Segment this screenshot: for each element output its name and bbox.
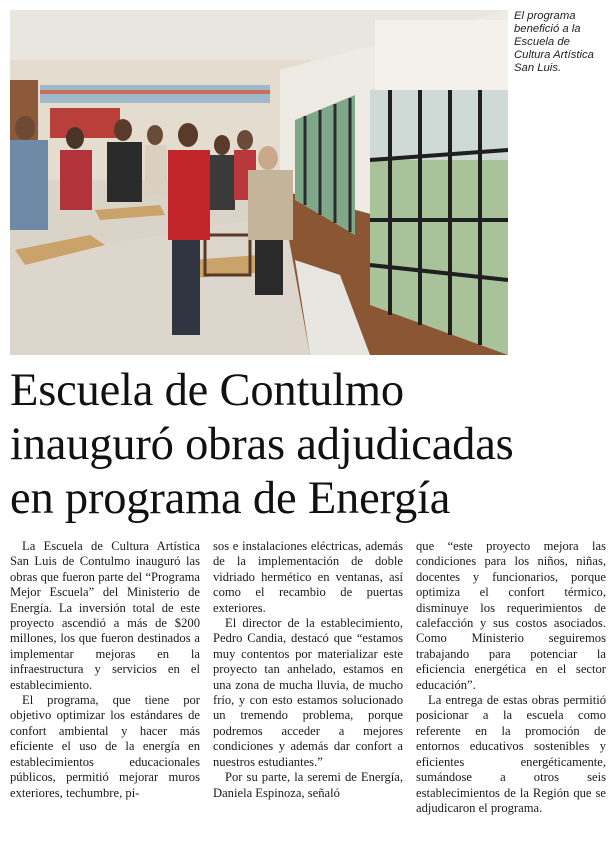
- column-2: [213, 539, 403, 801]
- paragraph: La entrega de estas obras permitió posicionar a la escuela como referente en la promoción de entornos educativos sostenibles y eficientes energéticamente, sumándose a otros seis establecimientos de la Región que se adjudicaron el programa.: [416, 693, 606, 815]
- paragraph: sos e instalaciones eléctricas, además de la implementación de doble vidriado hermético en ventanas, así como el recambio de puertas exteriores.: [213, 539, 403, 615]
- paragraph: La Escuela de Cultura Artística San Luis de Contulmo inauguró las obras que fueron parte del “Programa Mejor Escuela” del Ministerio de Energía. La inversión total de este proyecto ascendió a más de $200 millones, los que fueron destinados a implementar mejoras en la infraestructura y servicios en el establecimiento.: [10, 539, 200, 692]
- column-3: [416, 539, 606, 816]
- classroom-photo: [10, 10, 508, 355]
- paragraph: Por su parte, la seremi de Energía, Daniela Espinoza, señaló: [213, 770, 403, 800]
- article-body: [10, 539, 606, 839]
- photo-caption: El programa benefició a la Escuela de Cultura Artística San Luis.: [514, 10, 594, 74]
- paragraph: que “este proyecto mejora las condiciones para los niños, niñas, docentes y funcionarios, porque optimiza el confort térmico, disminuye los requerimientos de calefacción y sus costos asociados. Como Ministerio seguiremos trabajando para potenciar la eficiencia energética en el sector educación”.: [416, 539, 606, 692]
- paragraph: El programa, que tiene por objetivo optimizar los estándares de confort ambiental y hacer más eficiente el uso de la energía en establecimientos educacionales públicos, permitió mejorar muros exteriores, techumbre, pi-: [10, 693, 200, 800]
- headline-line-1: Escuela de Contulmo: [10, 365, 404, 416]
- headline-line-3: en programa de Energía: [10, 473, 451, 524]
- column-1: [10, 539, 200, 801]
- classroom-illustration: [10, 10, 508, 355]
- headline: [10, 364, 605, 526]
- paragraph: El director de la establecimiento, Pedro Candia, destacó que “estamos muy contentos por materializar este proyecto tan anhelado, estamos en una zona de mucha lluvia, de mucho frío, y con esto estamos solucionado un tremendo problema, porque podremos acceder a mejores condiciones y además dar confort a nuestros estudiantes.”: [213, 616, 403, 769]
- headline-line-2: inauguró obras adjudicadas: [10, 419, 514, 470]
